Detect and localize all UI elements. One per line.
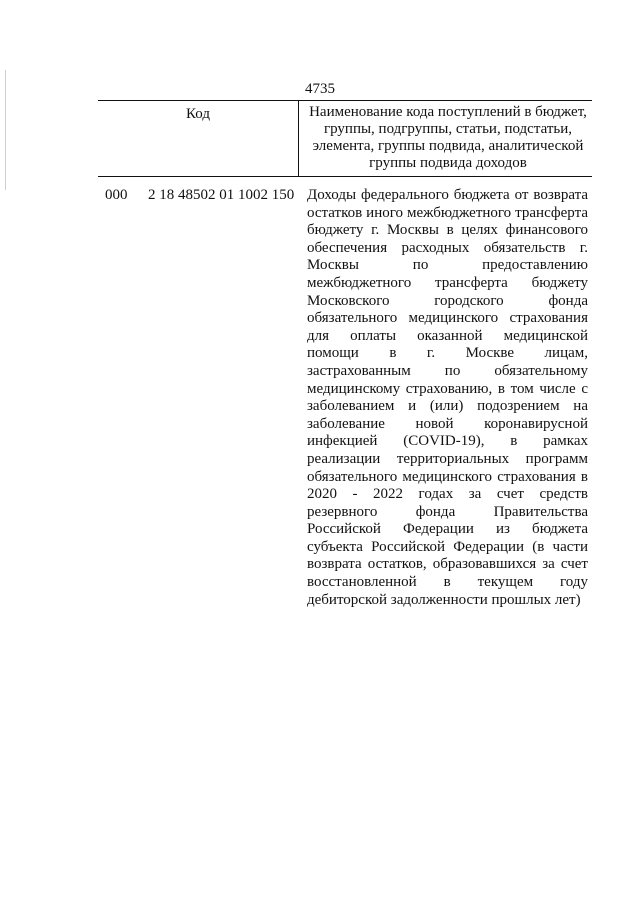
code-column-header: Код: [186, 106, 210, 122]
page-number: 4735: [305, 81, 335, 97]
row-group-code: 000: [105, 187, 128, 203]
column-divider: [298, 101, 299, 177]
name-column-header: Наименование кода поступлений в бюджет, группы, подгруппы, статьи, подстатьи, элемента, группы подвида, аналитической группы подвида доходов: [309, 104, 587, 171]
row-description: Доходы федерального бюджета от возврата остатков иного межбюджетного трансферта бюджету г. Москвы в целях финансового обеспечения расходных обязательств г. Москвы по предоставлению межбюджетного трансферта бюджету Московского городского фонда обязательного медицинского страхования для оплаты оказанной медицинской помощи в г. Москве лицам, застрахованным по обязательному медицинскому страхованию, в том числе с заболеванием и (или) подозрением на заболевание новой коронавирусной инфекцией (COVID-19), в рамках реализации территориальных программ обязательного медицинского страхования в 2020 - 2022 годах за счет средств резервного фонда Правительства Российской Федерации из бюджета субъекта Российской Федерации (в части возврата остатков, образовавшихся за счет восстановленной в текущем году дебиторской задолженности прошлых лет): [307, 187, 588, 608]
table-header: [98, 100, 592, 177]
row-income-code: 2 18 48502 01 1002 150: [148, 187, 295, 203]
